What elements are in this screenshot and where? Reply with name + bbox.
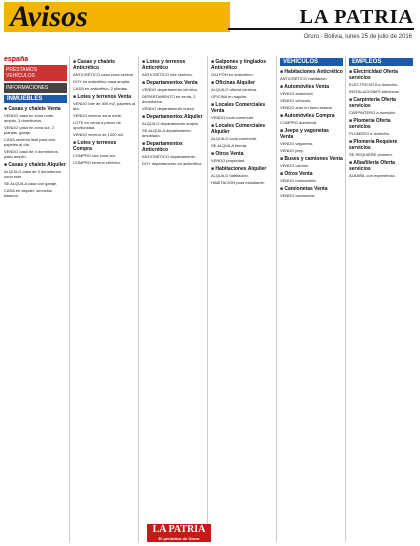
- category-heading: ■ Albañilería Oferta servicios: [349, 160, 413, 172]
- classified-ad: VENDO casa de 4 dormitorios, patio amplio.: [4, 149, 59, 159]
- classified-ad: VENDO jeep.: [280, 148, 305, 153]
- category-heading: ■ Oficinas Alquiler: [211, 80, 274, 86]
- classified-ad: COMPRO terreno céntrico.: [73, 160, 122, 165]
- category-heading: ■ Carpintería Oferta servicios: [349, 97, 413, 109]
- category-heading: ■ Lotes y terrenos Venta: [73, 94, 136, 100]
- classified-ad: VENDO camión.: [280, 163, 310, 168]
- classified-ad: SE REQUIERE plomero.: [349, 152, 394, 157]
- classified-ad: VENDO casa en zona norte, amplia, 3 dormitorios.: [4, 113, 55, 123]
- column-4-list: [211, 59, 274, 185]
- category-heading: ■ Otros Venta: [211, 151, 274, 157]
- category-heading: ■ Locales Comerciales Alquiler: [211, 123, 274, 135]
- classified-ad: CASA en anticrético, 2 plantas.: [73, 86, 129, 91]
- classified-ad: COMPRO automóvil.: [280, 120, 318, 125]
- classified-ad: SE ALQUILA departamento amoblado.: [142, 128, 191, 138]
- category-heading: ■ Buses y camiones Venta: [280, 156, 343, 162]
- column-2-list: [73, 59, 136, 165]
- classified-ad: ALQUILO oficina céntrica.: [211, 87, 258, 92]
- classified-ad: CASA en alquiler, servicios básicos.: [4, 188, 52, 198]
- classified-ad: ALQUILO departamento amplio.: [142, 121, 200, 126]
- classified-ad: COMPRO lote zona sur.: [73, 153, 116, 158]
- classified-ad: VENDO local comercial.: [211, 115, 254, 120]
- column-1-list: [4, 106, 67, 198]
- category-heading: ■ Plomería Requiere servicios: [349, 139, 413, 151]
- classified-ad: VENDO lote de 300 m2, papeles al día.: [73, 101, 136, 111]
- column-4: [211, 56, 277, 542]
- section-bar-inmuebles: INMUEBLES: [4, 95, 67, 103]
- classified-ad: SE ALQUILA casa con garaje.: [4, 181, 58, 186]
- column-6: [349, 56, 415, 542]
- classified-ad: VENDO propiedad.: [211, 158, 246, 163]
- category-heading: ■ Electricidad Oferta servicios: [349, 69, 413, 81]
- classified-ad: DOY en anticrético casa amplia.: [73, 79, 131, 84]
- column-2: [73, 56, 139, 542]
- classified-ad: ALQUILO casa de 3 dormitorios, zona este.: [4, 169, 62, 179]
- category-heading: ■ Habitaciones Alquiler: [211, 166, 274, 172]
- column-6-list: [349, 69, 413, 178]
- category-heading: ■ Lotes y terrenos Compra: [73, 140, 136, 152]
- column-5-list: [280, 69, 343, 198]
- category-heading: ■ Departamentos Alquiler: [142, 114, 205, 120]
- classified-ad: VENDO casa en zona sur, 2 plantas, garaje.: [4, 125, 55, 135]
- classified-ad: OFICINA en alquiler.: [211, 94, 248, 99]
- classified-ad: VENDO automóvil.: [280, 91, 314, 96]
- category-heading: ■ Camionetas Venta: [280, 186, 343, 192]
- classified-ad: CASA céntrica lista para vivir, papeles al día.: [4, 137, 57, 147]
- classified-ad: ALBAÑIL con experiencia.: [349, 173, 396, 178]
- category-heading: ■ Casas y chalets Anticrético: [73, 59, 136, 71]
- category-heading: ■ Plomería Oferta servicios: [349, 118, 413, 130]
- classified-ad: VENDO vehículo.: [280, 98, 312, 103]
- category-heading: ■ Automóviles Venta: [280, 84, 343, 90]
- classified-ad: INSTALACIONES eléctricas.: [349, 89, 400, 94]
- newspaper-brand: LA PATRIA: [299, 6, 414, 28]
- column-1: [4, 56, 70, 542]
- category-heading: ■ Lotes y terrenos Anticrético: [142, 59, 205, 71]
- classified-ad: ELECTRICISTA a domicilio.: [349, 82, 399, 87]
- classified-ad: GALPÓN en anticrético.: [211, 72, 254, 77]
- espana-ad: españa: [4, 56, 29, 63]
- category-heading: ■ Otros Venta: [280, 171, 343, 177]
- logo-name: LA PATRIA: [152, 524, 206, 535]
- dateline: Oruro - Bolivia, lunes 25 de julio de 2016: [303, 34, 412, 40]
- column-3: [142, 56, 208, 542]
- category-heading: ■ Departamentos Anticrético: [142, 141, 205, 153]
- classified-ad: PLOMERO a domicilio.: [349, 131, 391, 136]
- category-heading: ■ Casas y chalets Alquiler: [4, 162, 67, 168]
- category-heading: ■ Automóviles Compra: [280, 113, 343, 119]
- classified-ad: SE ALQUILA tienda.: [211, 143, 248, 148]
- column-3-list: [142, 59, 205, 166]
- classified-ad: VENDO terreno zona norte.: [73, 113, 123, 118]
- classified-ad: CARPINTERO a domicilio.: [349, 110, 397, 115]
- classified-ad: VENDO departamento céntrico.: [142, 87, 199, 92]
- classified-ad: VENDO motocicleta.: [280, 178, 317, 183]
- classified-ad: ANTICRÉTICO lote céntrico.: [142, 72, 193, 77]
- category-heading: ■ Locales Comerciales Venta: [211, 102, 274, 114]
- classified-ad: ALQUILO local comercial.: [211, 136, 258, 141]
- classified-ad: VENDO camioneta.: [280, 193, 315, 198]
- section-bar-empleos: EMPLEOS: [349, 58, 413, 66]
- classified-ad: ANTICRÉTICO departamento.: [142, 154, 197, 159]
- section-title: Avisos: [4, 2, 230, 32]
- classified-ad: HABITACIÓN para estudiante.: [211, 180, 265, 185]
- brand-divider: [228, 28, 414, 30]
- classified-ad: ALQUILO habitación.: [211, 173, 249, 178]
- page-header: [0, 0, 420, 60]
- classified-ad: VENDO terreno de 1000 m2.: [73, 132, 125, 137]
- classified-ad: VENDO departamento nuevo.: [142, 106, 196, 111]
- category-heading: ■ Galpones y tinglados Anticrético: [211, 59, 274, 71]
- loan-ad-box: PRÉSTAMOS VEHÍCULOS: [4, 65, 67, 81]
- classifieds-columns: [4, 56, 416, 542]
- classified-ad: ANTICRÉTICO casa zona central.: [73, 72, 134, 77]
- classified-ad: DEPARTAMENTO en venta, 2 dormitorios.: [142, 94, 196, 104]
- la-patria-logo: [147, 524, 211, 542]
- category-heading: ■ Habitaciones Anticrético: [280, 69, 343, 75]
- classified-ad: ANTICRÉTICO habitación.: [280, 76, 328, 81]
- classified-ad: LOTE en venta a precio de oportunidad.: [73, 120, 121, 130]
- category-heading: ■ Casas y chalets Venta: [4, 106, 67, 112]
- category-heading: ■ Jeeps y vagonetas Venta: [280, 128, 343, 140]
- section-bar-vehiculos: VEHÍCULOS: [280, 58, 343, 66]
- classified-ad: VENDO vagoneta.: [280, 141, 313, 146]
- category-heading: ■ Departamentos Venta: [142, 80, 205, 86]
- info-ad-box: INFORMACIONES: [4, 83, 67, 93]
- logo-tagline: El periódico de Oruro: [158, 536, 200, 541]
- classified-ad: VENDO auto en buen estado.: [280, 105, 333, 110]
- classified-ad: DOY departamento en anticrético.: [142, 161, 203, 166]
- column-5: [280, 56, 346, 542]
